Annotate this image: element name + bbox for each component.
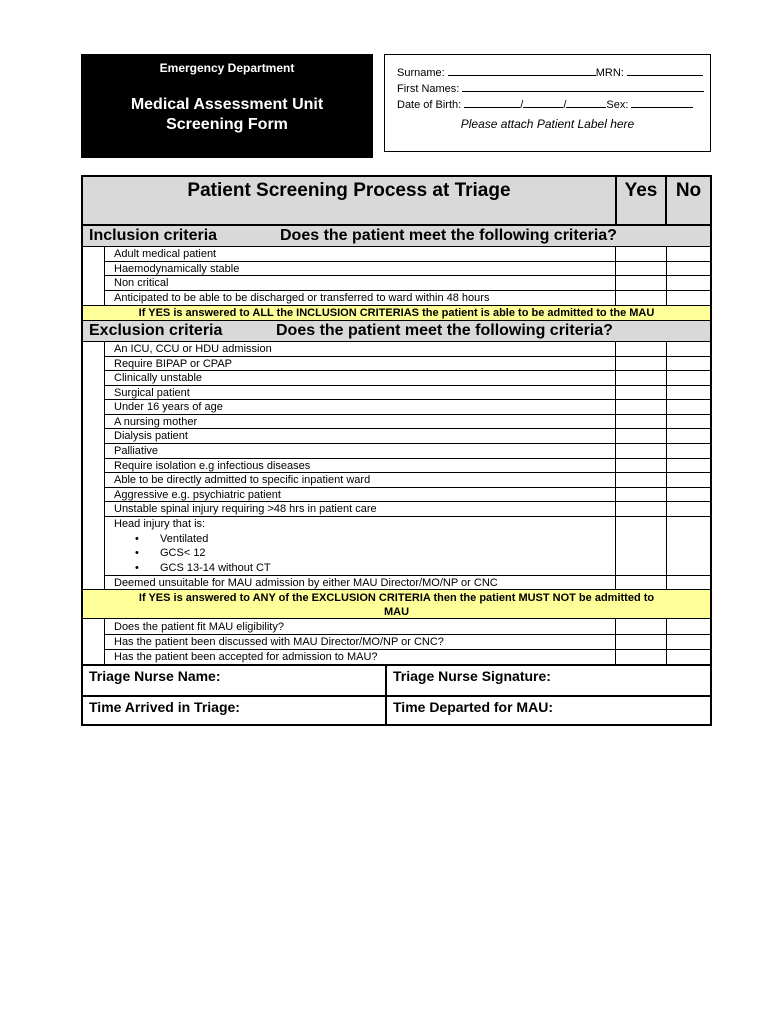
first-names-field[interactable] [462, 81, 704, 92]
exclusion-item: Under 16 years of age [114, 401, 223, 413]
dob-month-field[interactable] [523, 97, 563, 108]
exclusion-item: Clinically unstable [114, 372, 203, 384]
exclusion-item: Unstable spinal injury requiring >48 hrs in patient care [114, 503, 377, 515]
no-answer-cell[interactable] [667, 635, 710, 649]
inclusion-question: Does the patient meet the following criteria? [280, 227, 617, 244]
table-title: Patient Screening Process at Triage [187, 180, 511, 201]
exclusion-item: Require isolation e.g infectious diseases [114, 460, 311, 472]
inclusion-heading-row [83, 226, 710, 246]
exclusion-item: Dialysis patient [114, 430, 188, 442]
inclusion-heading: Inclusion criteria [89, 227, 218, 244]
screening-table [81, 175, 712, 726]
dob-separator: / [520, 99, 524, 111]
no-answer-cell[interactable] [667, 400, 710, 414]
head-injury-sub-item: Ventilated [160, 533, 209, 545]
yes-answer-cell[interactable] [616, 400, 666, 414]
eligibility-question: Does the patient fit MAU eligibility? [114, 621, 284, 633]
exclusion-question: Does the patient meet the following criteria? [276, 322, 613, 339]
yes-answer-cell[interactable] [616, 635, 666, 649]
no-answer-cell[interactable] [667, 247, 710, 261]
no-answer-cell[interactable] [667, 459, 710, 472]
yes-answer-cell[interactable] [616, 247, 666, 261]
grid-line [83, 224, 710, 226]
no-answer-cell[interactable] [667, 502, 710, 516]
grid-line [83, 664, 710, 666]
dob-day-field[interactable] [464, 97, 520, 108]
yes-column-header: Yes [624, 180, 658, 201]
yes-answer-cell[interactable] [616, 517, 666, 575]
exclusion-heading-row [83, 321, 710, 341]
yes-answer-cell[interactable] [616, 371, 666, 385]
dob-row [397, 97, 693, 111]
yes-answer-cell[interactable] [616, 276, 666, 290]
no-answer-cell[interactable] [667, 415, 710, 428]
exclusion-item: An ICU, CCU or HDU admission [114, 343, 272, 355]
exclusion-item: Head injury that is: [114, 518, 206, 530]
dob-year-field[interactable] [566, 97, 606, 108]
bullet-icon: • [135, 547, 139, 559]
no-answer-cell[interactable] [667, 342, 710, 356]
no-column-header: No [675, 180, 702, 201]
first-names-label: First Names: [397, 83, 460, 95]
form-title [81, 95, 373, 135]
no-answer-cell[interactable] [667, 262, 710, 275]
dob-separator: / [563, 99, 567, 111]
exclusion-item: Deemed unsuitable for MAU admission by either MAU Director/MO/NP or CNC [114, 577, 498, 589]
triage-nurse-name-label: Triage Nurse Name: [89, 668, 221, 684]
mrn-field[interactable] [627, 65, 703, 76]
dob-label: Date of Birth: [397, 99, 462, 111]
grid-line [83, 589, 710, 590]
exclusion-item: Palliative [114, 445, 159, 457]
yes-answer-cell[interactable] [616, 502, 666, 516]
yes-answer-cell[interactable] [616, 342, 666, 356]
exclusion-note-line1: If YES is answered to ANY of the EXCLUSION CRITERIA then the patient MUST NOT be admitted to [138, 592, 655, 604]
grid-line [615, 177, 617, 224]
eligibility-question: Has the patient been discussed with MAU Director/MO/NP or CNC? [114, 636, 444, 648]
department-name: Emergency Department [159, 61, 295, 75]
exclusion-item: Require BIPAP or CPAP [114, 358, 232, 370]
sex-field[interactable] [631, 97, 693, 108]
yes-answer-cell[interactable] [616, 357, 666, 370]
surname-field[interactable] [448, 65, 596, 76]
yes-answer-cell[interactable] [616, 576, 666, 589]
form-title-line2: Screening Form [166, 116, 288, 133]
patient-label-note: Please attach Patient Label here [460, 117, 635, 131]
yes-answer-cell[interactable] [616, 444, 666, 458]
yes-answer-cell[interactable] [616, 650, 666, 664]
no-answer-cell[interactable] [667, 576, 710, 589]
yes-answer-cell[interactable] [616, 415, 666, 428]
first-names-row [397, 81, 704, 95]
yes-answer-cell[interactable] [616, 429, 666, 443]
inclusion-note: If YES is answered to ALL the INCLUSION CRITERIAS the patient is able to be admitted to the MAU [83, 306, 710, 320]
form-header [81, 54, 373, 158]
yes-answer-cell[interactable] [616, 459, 666, 472]
bullet-icon: • [135, 562, 139, 574]
no-answer-cell[interactable] [667, 276, 710, 290]
surname-label: Surname: [397, 67, 445, 79]
form-title-line1: Medical Assessment Unit [130, 96, 324, 113]
yes-answer-cell[interactable] [616, 262, 666, 275]
yes-answer-cell[interactable] [616, 291, 666, 305]
no-answer-cell[interactable] [667, 473, 710, 487]
patient-label-box [384, 54, 711, 152]
grid-line [104, 341, 105, 589]
head-injury-sub-item: GCS< 12 [160, 547, 206, 559]
exclusion-heading: Exclusion criteria [89, 322, 223, 339]
no-answer-cell[interactable] [667, 619, 710, 634]
no-answer-cell[interactable] [667, 291, 710, 305]
exclusion-note-line2: MAU [383, 606, 410, 618]
exclusion-item: A nursing mother [114, 416, 198, 428]
time-departed-label: Time Departed for MAU: [393, 699, 553, 715]
no-answer-cell[interactable] [667, 371, 710, 385]
exclusion-item: Able to be directly admitted to specific inpatient ward [114, 474, 371, 486]
grid-line [665, 177, 667, 224]
no-answer-cell[interactable] [667, 429, 710, 443]
grid-line [385, 664, 387, 726]
triage-nurse-signature-label: Triage Nurse Signature: [393, 668, 551, 684]
inclusion-item: Adult medical patient [114, 248, 217, 260]
yes-answer-cell[interactable] [616, 473, 666, 487]
grid-line [104, 618, 105, 664]
inclusion-item: Anticipated to be able to be discharged or transferred to ward within 48 hours [114, 292, 490, 304]
no-answer-cell[interactable] [667, 357, 710, 370]
no-answer-cell[interactable] [667, 517, 710, 575]
eligibility-question: Has the patient been accepted for admission to MAU? [114, 651, 378, 663]
no-answer-cell[interactable] [667, 444, 710, 458]
sex-label: Sex: [606, 99, 629, 111]
grid-line [83, 320, 710, 321]
grid-line [83, 695, 710, 697]
head-injury-sub-item: GCS 13-14 without CT [160, 562, 271, 574]
yes-answer-cell[interactable] [616, 386, 666, 399]
no-answer-cell[interactable] [667, 386, 710, 399]
yes-answer-cell[interactable] [616, 619, 666, 634]
mrn-label: MRN: [595, 67, 624, 79]
no-answer-cell[interactable] [667, 488, 710, 501]
exclusion-note [83, 590, 710, 618]
surname-row [397, 65, 703, 79]
yes-answer-cell[interactable] [616, 488, 666, 501]
grid-line [83, 305, 710, 306]
no-answer-cell[interactable] [667, 650, 710, 664]
grid-line [104, 246, 105, 305]
exclusion-item: Surgical patient [114, 387, 190, 399]
inclusion-item: Haemodynamically stable [114, 263, 240, 275]
inclusion-item: Non critical [114, 277, 169, 289]
bullet-icon: • [135, 533, 139, 545]
exclusion-item: Aggressive e.g. psychiatric patient [114, 489, 281, 501]
time-arrived-label: Time Arrived in Triage: [89, 699, 240, 715]
